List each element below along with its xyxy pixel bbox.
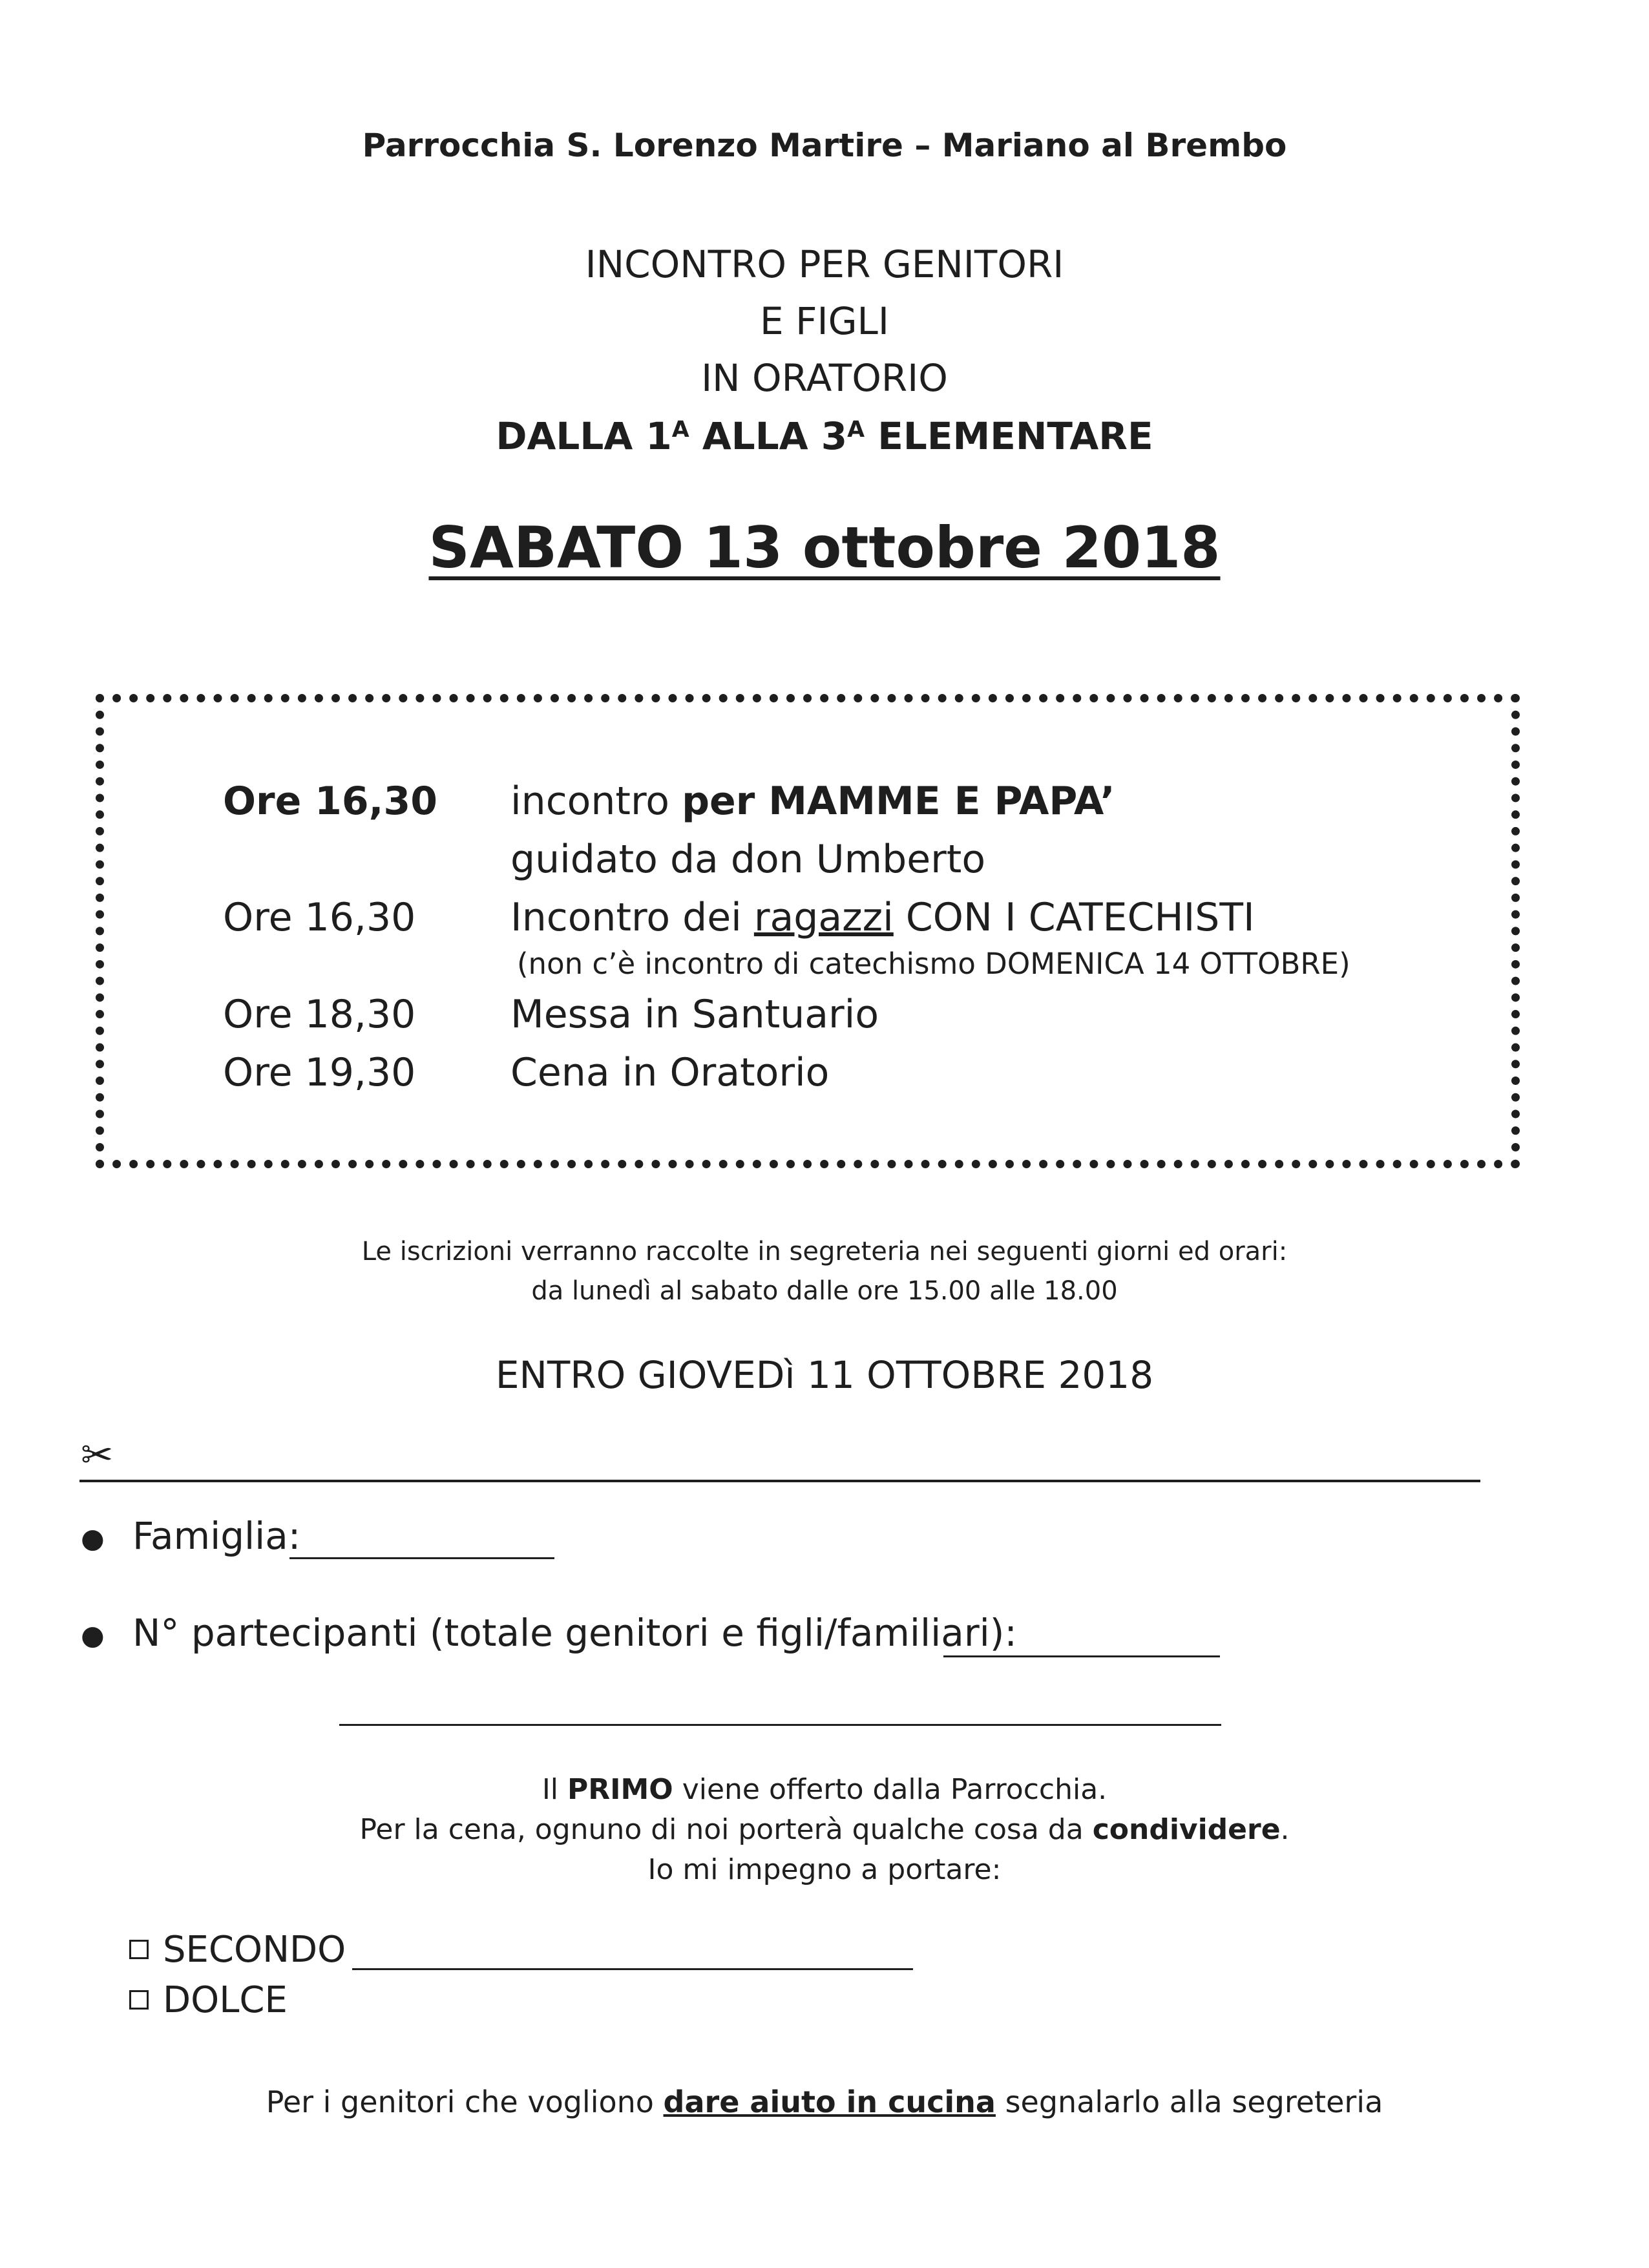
event-date: SABATO 13 ottobre 2018 (428, 514, 1221, 581)
info-primo: Il PRIMO viene offerto dalla Parrocchia. (541, 1773, 1108, 1806)
grades-line: DALLA $1^A$ ALLA $3^A$ ELEMENTARE (496, 414, 1153, 458)
event-title-line3: IN ORATORIO (701, 356, 948, 400)
option-dolce[interactable] (129, 1979, 288, 2021)
participants-input-line[interactable] (943, 1655, 1220, 1657)
family-label: Famiglia: (132, 1514, 301, 1558)
scissors-icon: ✂ (81, 1433, 114, 1478)
checkbox-icon[interactable] (129, 1990, 149, 2010)
checkbox-icon[interactable] (129, 1940, 149, 1959)
schedule-time: Ore 18,30 (223, 992, 416, 1037)
schedule-text: incontro (510, 779, 682, 824)
schedule-time: Ore 19,30 (223, 1050, 416, 1095)
footer-note: Per i genitori che vogliono dare aiuto in cucina segnalarlo alla segreteria (266, 2084, 1383, 2119)
option-label: DOLCE (163, 1979, 288, 2021)
option-label: SECONDO (163, 1929, 346, 1971)
event-title-line2: E FIGLI (760, 299, 889, 343)
schedule-row-3 (223, 992, 879, 1037)
bullet-icon: ● (81, 1522, 105, 1554)
schedule-text-emphasis: per MAMME E PAPA’ (682, 779, 1115, 824)
schedule-note: (non c’è incontro di catechismo DOMENICA 14 OTTOBRE) (517, 947, 1350, 981)
bullet-icon: ● (81, 1619, 105, 1651)
secondo-input-line[interactable] (352, 1968, 913, 1970)
participants-extra-line[interactable] (339, 1724, 1221, 1726)
info-commit: Io mi impegno a portare: (647, 1853, 1002, 1886)
schedule-time: Ore 16,30 (223, 779, 437, 824)
registration-deadline: ENTRO GIOVEDì 11 OTTOBRE 2018 (495, 1353, 1154, 1397)
option-secondo[interactable] (129, 1929, 346, 1971)
participants-label: N° partecipanti (totale genitori e figli/familiari): (132, 1611, 1017, 1655)
schedule-text-underlined: ragazzi (753, 895, 894, 940)
schedule-row-2 (223, 895, 1255, 940)
schedule-row-1-detail: guidato da don Umberto (510, 837, 986, 882)
schedule-text: CON I CATECHISTI (893, 895, 1255, 940)
family-field (81, 1514, 301, 1558)
schedule-text: Incontro dei (510, 895, 754, 940)
family-input-line[interactable] (289, 1557, 554, 1559)
schedule-time: Ore 16,30 (223, 895, 416, 940)
schedule-text: Cena in Oratorio (510, 1050, 830, 1095)
info-dinner: Per la cena, ognuno di noi porterà qualche cosa da condividere. (359, 1813, 1290, 1846)
schedule-row-1 (223, 779, 1115, 824)
registration-hours: da lunedì al sabato dalle ore 15.00 alle 18.00 (531, 1276, 1118, 1306)
registration-info: Le iscrizioni verranno raccolte in segreteria nei seguenti giorni ed orari: (361, 1237, 1288, 1266)
parish-name: Parrocchia S. Lorenzo Martire – Mariano al Brembo (362, 127, 1287, 164)
schedule-row-4 (223, 1050, 830, 1095)
participants-field (81, 1611, 1017, 1655)
event-title-line1: INCONTRO PER GENITORI (585, 242, 1064, 286)
cut-line (79, 1480, 1480, 1482)
schedule-text: Messa in Santuario (510, 992, 879, 1037)
